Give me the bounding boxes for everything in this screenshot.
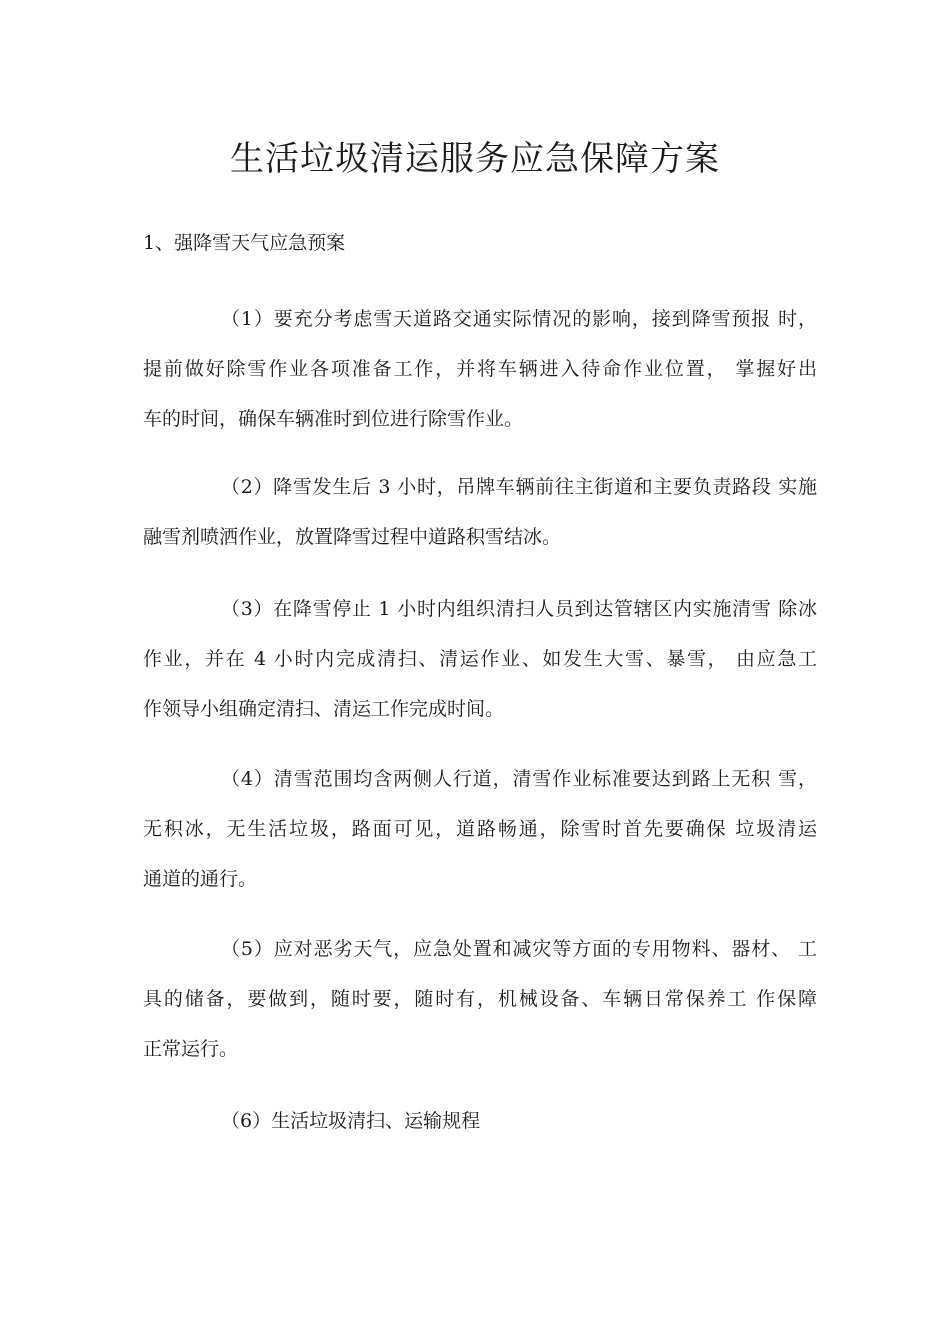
paragraph-4 [143,754,817,904]
paragraph-2 [143,462,817,562]
paragraph-5 [143,924,817,1074]
paragraph-line: 作领导小组确定清扫、清运工作完成时间。 [143,698,505,720]
paragraph-line: 车的时间，确保车辆准时到位进行除雪作业。 [143,408,524,430]
paragraph-line: 通道的通行。 [143,868,258,890]
paragraph-line: 正常运行。 [143,1038,239,1060]
paragraph-line: （6）生活垃圾清扫、运输规程 [221,1110,481,1132]
paragraph-line: 融雪剂喷洒作业，放置降雪过程中道路积雪结冰。 [143,526,562,548]
paragraph-line: （1）要充分考虑雪天道路交通实际情况的影响，接到降雪预报 时， [221,308,817,330]
paragraph-line: 无积冰，无生活垃圾，路面可见，道路畅通，除雪时首先要确保 垃圾清运 [143,818,817,840]
section-heading: 1、强降雪天气应急预案 [143,232,346,254]
paragraph-line: 提前做好除雪作业各项准备工作，并将车辆进入待命作业位置， 掌握好出 [143,358,817,380]
paragraph-1 [143,294,817,444]
paragraph-6 [143,1096,817,1146]
paragraph-line: 作业，并在 4 小时内完成清扫、清运作业、如发生大雪、暴雪， 由应急工 [143,648,817,670]
paragraph-3 [143,584,817,734]
paragraph-line: （2）降雪发生后 3 小时，吊牌车辆前往主街道和主要负责路段 实施 [221,476,817,498]
paragraph-line: （5）应对恶劣天气，应急处置和减灾等方面的专用物料、器材、 工 [221,938,817,960]
paragraph-line: （3）在降雪停止 1 小时内组织清扫人员到达管辖区内实施清雪 除冰 [221,598,817,620]
paragraph-line: 具的储备，要做到，随时要，随时有，机械设备、车辆日常保养工 作保障 [143,988,817,1010]
document-title: 生活垃圾清运服务应急保障方案 [230,139,720,179]
paragraph-line: （4）清雪范围均含两侧人行道，清雪作业标准要达到路上无积 雪， [221,768,817,790]
